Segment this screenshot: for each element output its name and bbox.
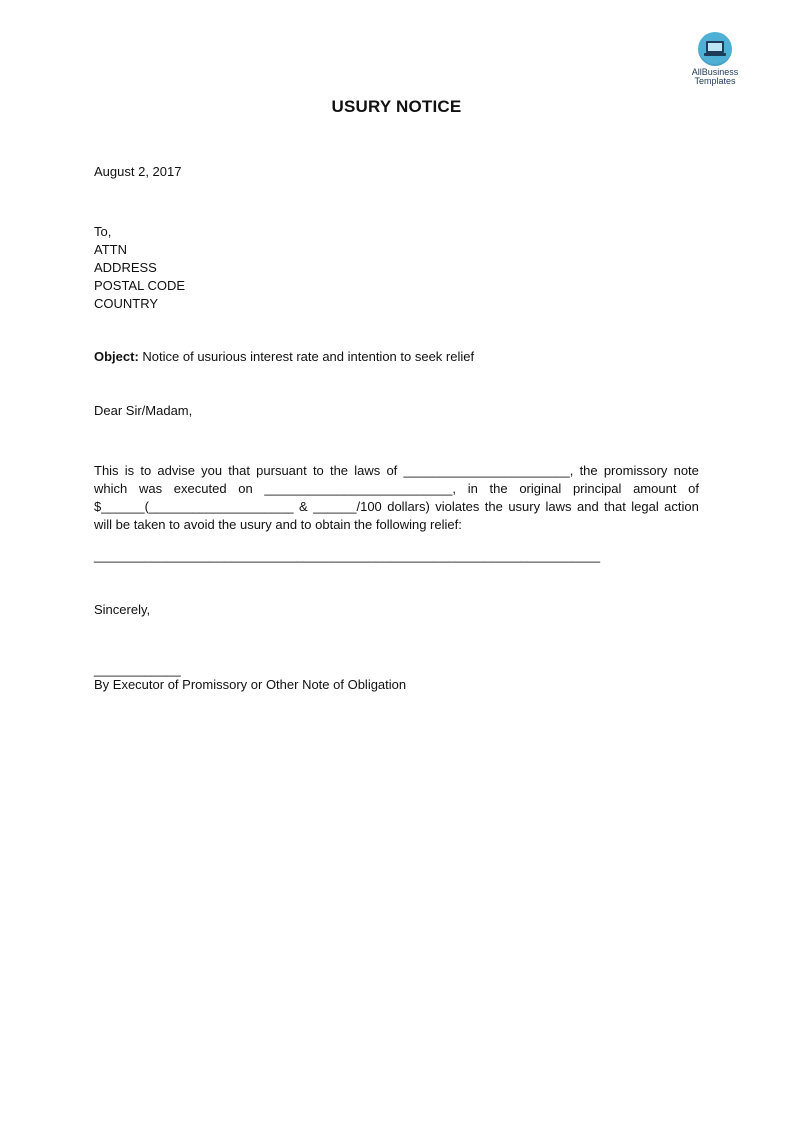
body-word: to — [312, 463, 324, 478]
body-word: amount — [633, 481, 677, 496]
body-word: which — [94, 481, 128, 496]
salutation: Dear Sir/Madam, — [94, 403, 193, 418]
recipient-address-line: ADDRESS — [94, 260, 157, 275]
body-word: was — [138, 481, 163, 496]
body-line-3 — [94, 498, 699, 516]
execution-date-blank[interactable]: __________________________, — [264, 481, 457, 496]
body-line-4: will be taken to avoid the usury and to obtain the following relief: — [94, 517, 462, 532]
logo-text — [683, 68, 747, 86]
body-word: you — [201, 463, 223, 478]
logo-badge — [698, 32, 732, 66]
object-line — [94, 348, 474, 366]
body-word: & — [298, 499, 308, 514]
body-line-1 — [94, 462, 699, 480]
logo-text-line1: AllBusiness — [691, 67, 739, 77]
body-word: of — [386, 463, 398, 478]
body-word: legal — [631, 499, 659, 514]
recipient-address — [94, 223, 185, 313]
object-text: Notice of usurious interest rate and intention to seek relief — [138, 349, 475, 364]
closing: Sincerely, — [94, 602, 151, 617]
body-word: advise — [157, 463, 195, 478]
signature-blank[interactable]: ____________ — [94, 662, 181, 677]
body-word: pursuant — [256, 463, 307, 478]
body-word: usury — [508, 499, 541, 514]
document-date: August 2, 2017 — [94, 164, 182, 179]
body-word: promissory — [603, 463, 668, 478]
cents-blank[interactable]: ______/100 — [313, 499, 382, 514]
body-word: executed — [173, 481, 227, 496]
body-word: dollars) — [387, 499, 430, 514]
body-word: action — [664, 499, 699, 514]
body-word: principal — [572, 481, 622, 496]
recipient-attn: ATTN — [94, 242, 127, 257]
logo-text-line2: Templates — [694, 76, 736, 86]
document-title: USURY NOTICE — [331, 97, 462, 116]
relief-blank[interactable]: ______________________________________________________________________ — [94, 548, 601, 563]
body-word: the — [579, 463, 598, 478]
body-word: the — [489, 481, 508, 496]
body-word: is — [124, 463, 135, 478]
brand-logo[interactable] — [683, 32, 747, 86]
body-word: laws — [545, 499, 572, 514]
object-label: Object: — [94, 349, 139, 364]
body-word: note — [673, 463, 699, 478]
body-word: on — [238, 481, 253, 496]
body-word: and — [577, 499, 599, 514]
recipient-to: To, — [94, 224, 112, 239]
body-word: This — [94, 463, 119, 478]
body-word: of — [688, 481, 699, 496]
signature-caption: By Executor of Promissory or Other Note of Obligation — [94, 677, 407, 692]
body-word: violates — [435, 499, 480, 514]
body-paragraph — [94, 462, 699, 534]
recipient-postal-code: POSTAL CODE — [94, 278, 186, 293]
body-line-2 — [94, 480, 699, 498]
body-word: laws — [354, 463, 381, 478]
body-word: that — [604, 499, 626, 514]
body-word: in — [467, 481, 478, 496]
body-word: the — [484, 499, 503, 514]
body-word: the — [329, 463, 349, 478]
amount-blank[interactable]: $______(____________________ — [94, 499, 294, 514]
body-word: original — [519, 481, 562, 496]
laptop-icon — [703, 39, 727, 59]
body-word: that — [228, 463, 250, 478]
recipient-country: COUNTRY — [94, 296, 159, 311]
jurisdiction-blank[interactable]: _______________________, — [403, 463, 574, 478]
body-word: to — [140, 463, 152, 478]
